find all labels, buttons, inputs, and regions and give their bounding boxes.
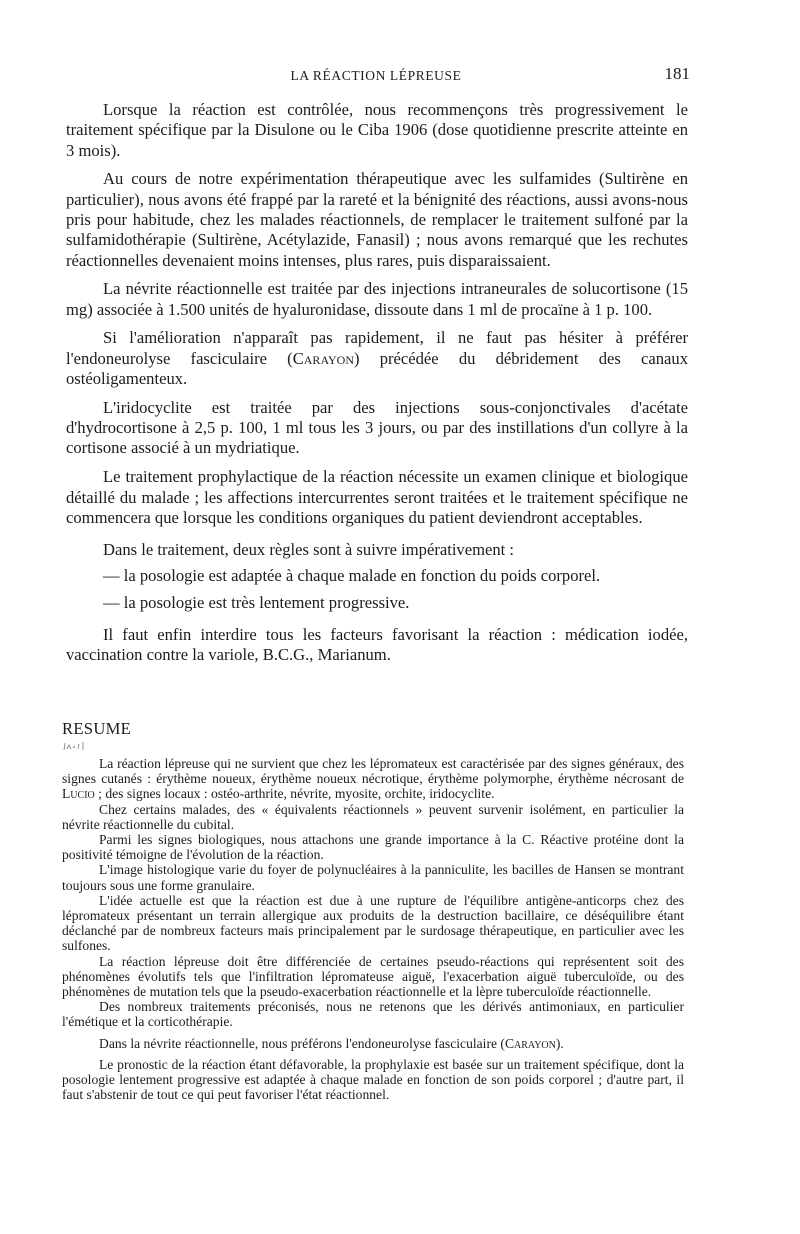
- main-text: [66, 100, 688, 674]
- author-name: Carayon: [504, 1035, 556, 1051]
- paragraph: Il faut enfin interdire tous les facteurs favorisant la réaction : médication iodée, vaccination contre la variole, B.C.G., Marianum.: [66, 625, 688, 665]
- paragraph: L'iridocyclite est traitée par des injections sous-conjonctivales d'acétate d'hydrocortisone à 2,5 p. 100, 1 ml tous les 3 jours, ou par des instillations d'un collyre à la cortisone associé à un mydriatique.: [66, 397, 688, 458]
- paragraph: Lorsque la réaction est contrôlée, nous recommençons très progressivement le traitement spécifique par la Disulone ou le Ciba 1906 (dose quotidienne prescrite atteinte en 3 mois).: [66, 100, 688, 160]
- paragraph: Le traitement prophylactique de la réaction nécessite un examen clinique et biologique détaillé du malade ; les affections intercurrentes seront traitées et le traitement spécifique ne commencera que lorsque les conditions organiques du patient deviendront acceptables.: [66, 467, 688, 527]
- summary-paragraph: Parmi les signes biologiques, nous attachons une grande importance à la C. Réactive protéine dont la positivité témoigne de l'évolution de la réaction.: [62, 832, 684, 863]
- summary-paragraph: L'image histologique varie du foyer de polynucléaires à la panniculite, les bacilles de Hansen se montrant toujours sous une forme granulaire.: [62, 862, 684, 893]
- summary-paragraph: Le pronostic de la réaction étant défavorable, la prophylaxie est basée sur un traitement spécifique, dont la posologie lentement progressive est adaptée à chaque malade en fonction de son poids corporel ; d'autre part, il faut s'abstenir de tout ce qui peut favoriser l'état réactionnel.: [62, 1056, 684, 1103]
- page-number: 181: [664, 64, 690, 83]
- paragraph: [66, 328, 688, 389]
- paragraph: La névrite réactionnelle est traitée par des injections intraneurales de solucortisone (15 mg) associée à 1.500 unités de hyaluronidase, dissoute dans 1 ml de procaïne à 1 p. 100.: [66, 279, 688, 319]
- rule-item: — la posologie est adaptée à chaque malade en fonction du poids corporel.: [103, 566, 601, 586]
- paragraph-text: ).: [555, 1035, 564, 1051]
- summary-paragraph: Chez certains malades, des « équivalents réactionnels » peuvent survenir isolément, en particulier la névrite réactionnelle du cubital.: [62, 801, 684, 832]
- paragraph-text: ; des signes locaux : ostéo-arthrite, névrite, myosite, orchite, iridocyclite.: [94, 786, 495, 802]
- rule-item: — la posologie est très lentement progressive.: [103, 592, 410, 612]
- summary-heading: RESUME: [62, 719, 132, 738]
- rules-intro: Dans le traitement, deux règles sont à suivre impérativement :: [103, 540, 515, 560]
- running-title: LA RÉACTION LÉPREUSE: [290, 68, 462, 83]
- author-name: Carayon: [292, 348, 355, 368]
- summary-text: [62, 756, 684, 1102]
- paragraph-text: ) précédée du débridement des canaux ostéoligamenteux.: [66, 348, 688, 389]
- summary-paragraph: [62, 756, 684, 802]
- page-header: [62, 62, 690, 88]
- paragraph-text: La réaction lépreuse qui ne survient que chez les lépromateux est caractérisée par des signes généraux, des signes cutanés : érythème noueux, érythème noueux nécrotique, érythème polymorphe, érythème nécrosant de: [62, 756, 684, 787]
- paragraph-text: Si l'amélioration n'apparaît pas rapidement, il ne faut pas hésiter à préférer l'endoneurolyse fasciculaire (: [66, 328, 688, 368]
- author-name: Lucio: [62, 786, 95, 802]
- paragraph: Au cours de notre expérimentation thérapeutique avec les sulfamides (Sultirène en particulier), nous avons été frappé par la rareté et la bénignité des réactions, aussi avons-nous pris pour habitude, chez les malades réactionnels, de remplacer le traitement sulfoné par la sulfamidothérapie (Sultirène, Acétylazide, Fanasil) ; nous avons remarqué que les rechutes réactionnelles devenaient moins intenses, plus rares, puis disparaissaient.: [66, 169, 688, 270]
- paragraph-text: Dans la névrite réactionnelle, nous préférons l'endoneurolyse fasciculaire (: [99, 1035, 505, 1051]
- summary-paragraph: Des nombreux traitements préconisés, nous ne retenons que les dérivés antimoniaux, en particulier l'émétique et la corticothérapie.: [62, 999, 684, 1030]
- summary-paragraph: L'idée actuelle est que la réaction est due à une rupture de l'équilibre antigène-anticorps chez des lépromateux présentant un terrain allergique aux produits de la destruction bacillaire, ce déséquilibre étant déclanché par de nombreux facteurs mais principalement par le surdosage thérapeutique, en particulier avec les sulfones.: [62, 892, 684, 954]
- pencil-mark: [63, 740, 87, 752]
- summary-paragraph: La réaction lépreuse doit être différenciée de certaines pseudo-réactions qui représentent soit des phénomènes évolutifs tels que l'infiltration lépromateuse aiguë, l'exacerbation aiguë tuberculoïde, ou des phénomènes de mutation tels que la pseudo-exacerbation réactionnelle et la lèpre tuberculoïde réactionnelle.: [62, 953, 684, 1000]
- summary-paragraph: [62, 1036, 684, 1051]
